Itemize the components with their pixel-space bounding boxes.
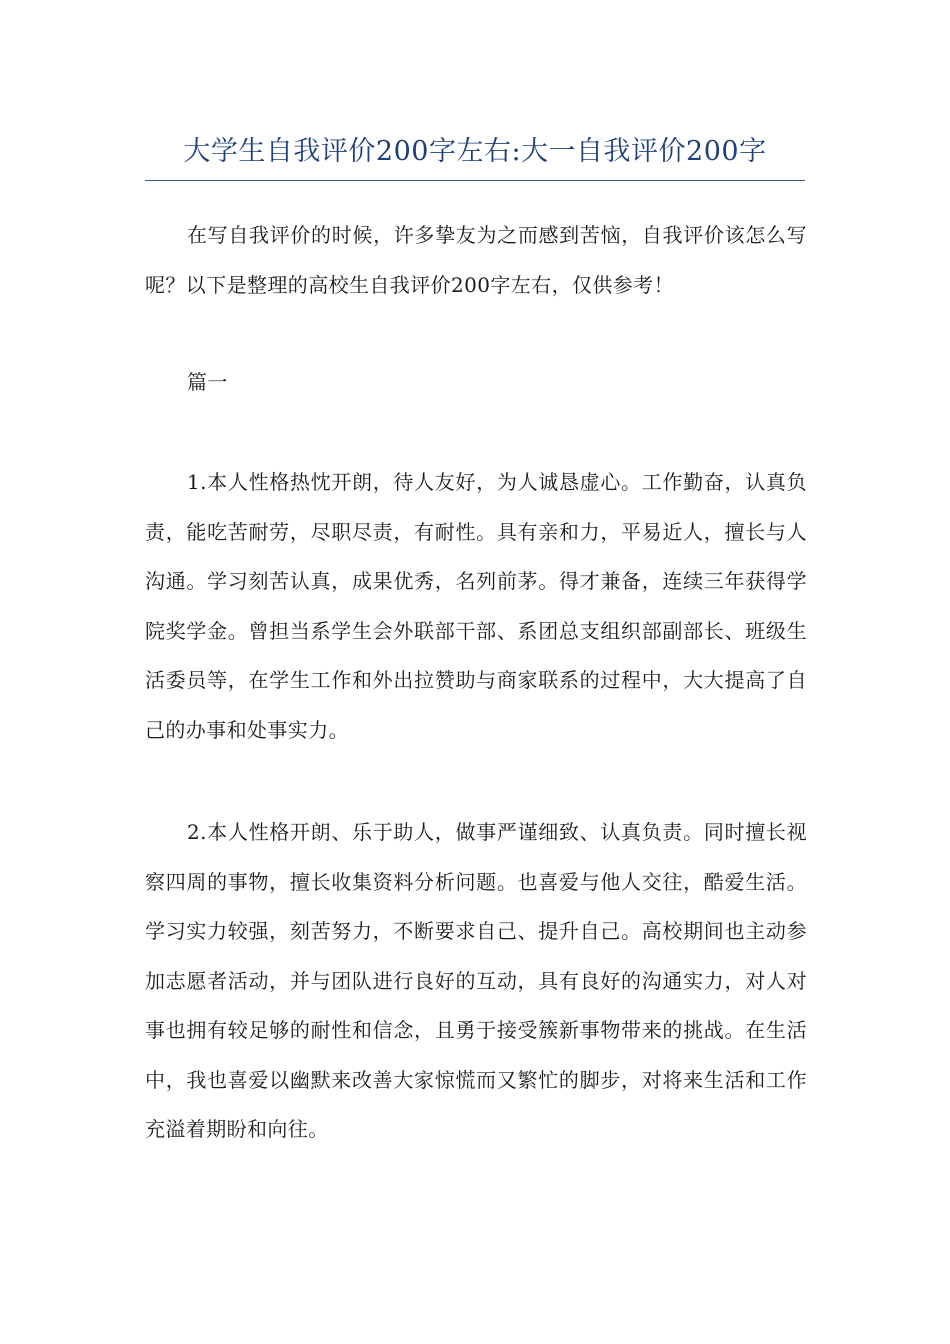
section-heading: 篇一 bbox=[187, 370, 228, 394]
intro-paragraph: 在写自我评价的时候，许多挚友为之而感到苦恼，自我评价该怎么写呢？以下是整理的高校生自我评价200字左右，仅供参考！ bbox=[145, 223, 807, 297]
list-item: 2.本人性格开朗、乐于助人，做事严谨细致、认真负责。同时擅长视察四周的事物，擅长收集资料分析问题。也喜爱与他人交往，酷爱生活。学习实力较强，刻苦努力，不断要求自己、提升自己。高校期间也主动参加志愿者活动，并与团队进行良好的互动，具有良好的沟通实力，对人对事也拥有较足够的耐性和信念，且勇于接受簇新事物带来的挑战。在生活中，我也喜爱以幽默来改善大家惊慌而又繁忙的脚步，对将来生活和工作充溢着期盼和向往。 bbox=[145, 820, 807, 1141]
document-title: 大学生自我评价200字左右:大一自我评价200字 bbox=[183, 136, 767, 167]
title-underline bbox=[145, 180, 805, 181]
list-item: 1.本人性格热忱开朗，待人友好，为人诚恳虚心。工作勤奋，认真负责，能吃苦耐劳，尽职尽责，有耐性。具有亲和力，平易近人，擅长与人沟通。学习刻苦认真，成果优秀，名列前茅。得才兼备，连续三年获得学院奖学金。曾担当系学生会外联部干部、系团总支组织部副部长、班级生活委员等，在学生工作和外出拉赞助与商家联系的过程中，大大提高了自己的办事和处事实力。 bbox=[145, 470, 807, 742]
